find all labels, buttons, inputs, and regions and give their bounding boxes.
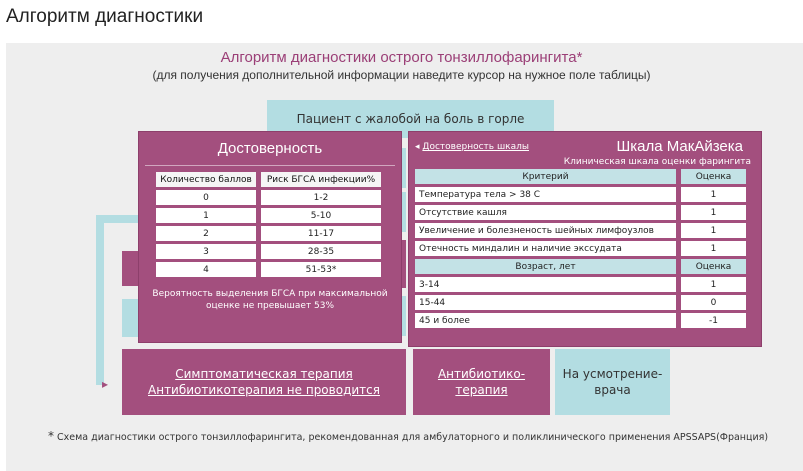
- mcisaac-subtitle: Клиническая шкала оценки фарингита: [563, 157, 751, 167]
- table-row: [156, 262, 381, 277]
- antibiotic-therapy-link-line1[interactable]: Антибиотико-: [437, 367, 526, 381]
- mcisaac-title: Шкала МакАйзека: [616, 138, 743, 155]
- footnote-star: *: [48, 429, 54, 443]
- table-row: [415, 223, 746, 238]
- antibiotic-therapy-box[interactable]: [413, 349, 550, 415]
- table-row: [415, 277, 746, 292]
- footnote: [48, 429, 768, 443]
- doctor-discretion-box[interactable]: [555, 349, 670, 415]
- reliability-points-cell: 0: [156, 190, 256, 205]
- no-antibiotic-link[interactable]: Антибиотикотерапия не проводится: [148, 383, 380, 397]
- reliability-risk-cell: 5-10: [261, 208, 381, 223]
- age-header: Возраст, лет: [415, 259, 676, 274]
- mcisaac-table: [410, 166, 751, 331]
- age-cell: 3-14: [415, 277, 676, 292]
- table-row: [156, 244, 381, 259]
- symptomatic-therapy-link[interactable]: Симптоматическая терапия: [175, 367, 353, 381]
- reliability-points-cell: 4: [156, 262, 256, 277]
- reliability-header-points: Количество баллов: [156, 172, 256, 187]
- table-row: [415, 241, 746, 256]
- reliability-header-risk: Риск БГСА инфекции%: [261, 172, 381, 187]
- reliability-card: [138, 131, 402, 343]
- reliability-points-cell: 1: [156, 208, 256, 223]
- table-row: [415, 313, 746, 328]
- criterion-cell: Увеличение и болезненость шейных лимфоузлов: [415, 223, 676, 238]
- table-row: [415, 205, 746, 220]
- reliability-back-label[interactable]: Достоверность шкалы: [422, 142, 529, 152]
- score-header: Оценка: [681, 169, 746, 184]
- criterion-score-cell: 1: [681, 223, 746, 238]
- reliability-note: Вероятность выделения БГСА при максимальной оценке не превышает 53%: [152, 289, 388, 311]
- age-cell: 15-44: [415, 295, 676, 310]
- criterion-score-cell: 1: [681, 241, 746, 256]
- reliability-points-cell: 3: [156, 244, 256, 259]
- mcisaac-card: [408, 131, 762, 347]
- table-row: [156, 208, 381, 223]
- page-title: Алгоритм диагностики: [6, 6, 204, 27]
- table-row: [156, 190, 381, 205]
- flow-arrow-icon: ▸: [102, 377, 109, 391]
- table-header-row: [415, 169, 746, 184]
- reliability-risk-cell: 51-53*: [261, 262, 381, 277]
- age-score-cell: -1: [681, 313, 746, 328]
- reliability-back-link[interactable]: [415, 142, 529, 152]
- reliability-risk-cell: 1-2: [261, 190, 381, 205]
- diagram-subtitle: (для получения дополнительной информации наведите курсор на нужное поле таблицы): [152, 68, 651, 82]
- age-cell: 45 и более: [415, 313, 676, 328]
- criterion-score-cell: 1: [681, 205, 746, 220]
- criterion-cell: Отечность миндалин и наличие экссудата: [415, 241, 676, 256]
- age-score-cell: 0: [681, 295, 746, 310]
- symptomatic-therapy-box[interactable]: [122, 349, 406, 415]
- arrow-left-icon: ◂: [415, 142, 420, 152]
- age-score-header: Оценка: [681, 259, 746, 274]
- criterion-cell: Температура тела > 38 C: [415, 187, 676, 202]
- reliability-table: [151, 169, 386, 280]
- table-row: [156, 226, 381, 241]
- criterion-score-cell: 1: [681, 187, 746, 202]
- footnote-text: Схема диагностики острого тонзиллофарингита, рекомендованная для амбулаторного и поликлинического применения APSSAPS(Франция): [57, 432, 769, 443]
- flow-connector-vertical: [96, 217, 104, 385]
- criterion-cell: Отсутствие кашля: [415, 205, 676, 220]
- table-row: [415, 187, 746, 202]
- criteria-header: Критерий: [415, 169, 676, 184]
- complaint-label: Пациент с жалобой на боль в горле: [296, 112, 525, 126]
- doctor-discretion-line2: врача: [594, 383, 631, 397]
- table-row: [415, 295, 746, 310]
- antibiotic-therapy-link-line2[interactable]: терапия: [455, 383, 508, 397]
- table-header-row: [415, 259, 746, 274]
- diagram-title: Алгоритм диагностики острого тонзиллофарингита*: [220, 49, 583, 66]
- doctor-discretion-line1: На усмотрение-: [562, 367, 663, 381]
- reliability-divider: [145, 165, 395, 166]
- reliability-title: Достоверность: [217, 140, 323, 157]
- reliability-risk-cell: 28-35: [261, 244, 381, 259]
- reliability-risk-cell: 11-17: [261, 226, 381, 241]
- reliability-points-cell: 2: [156, 226, 256, 241]
- age-score-cell: 1: [681, 277, 746, 292]
